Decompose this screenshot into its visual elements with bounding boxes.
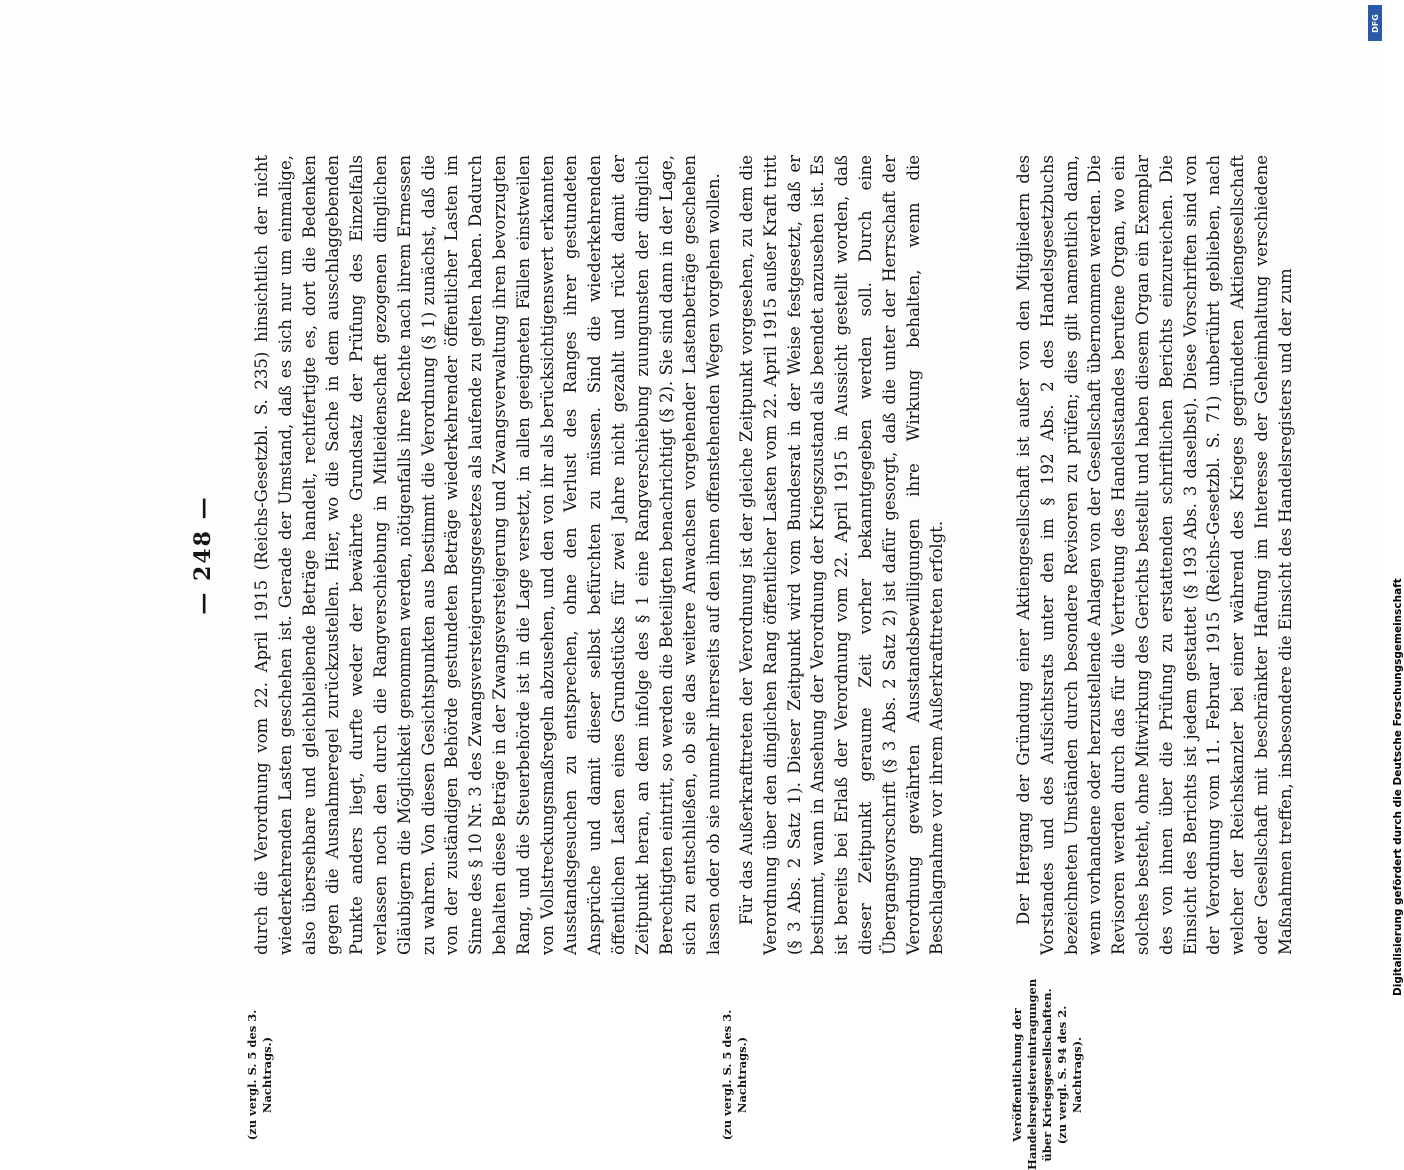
- margin-note-1: (zu vergl. S. 5 des 3. Nachtrags.): [245, 1009, 274, 1141]
- margin-note-2: (zu vergl. S. 5 des 3. Nachtrags.): [720, 1009, 749, 1141]
- paragraph-2: Für das Außerkrafttreten der Verordnung ist der gleiche Zeitpunkt vorgesehen, zu dem die Verordnung über den dinglichen Rang öffentlicher Lasten vom 22. April 1915 außer Kraft tritt (§ 3 Abs. 2 Satz 1). Dieser Zeitpunkt wird vom Bundesrat in der Weise festgesetzt, daß er bestimmt, wann in Ansehung der Verordnung der Kriegszustand als beendet anzusehen ist. Es ist bereits bei Erlaß der Verordnung vom 22. April 1915 in Aussicht gestellt worden, daß dieser Zeitpunkt geraume Zeit vorher bekanntgegeben werden soll. Durch eine Übergangsvorschrift (§ 3 Abs. 2 Satz 2) ist dafür gesorgt, daß die unter der Herrschaft der Verordnung gewährten Ausstandsbewilligungen ihre Wirkung behalten, wenn die Beschlagnahme vor ihrem Außerkrafttreten erfolgt.: [737, 155, 947, 955]
- paragraph-1: durch die Verordnung vom 22. April 1915 (Reichs-Gesetzbl. S. 235) hinsichtlich der nicht wiederkehrenden Lasten geschehen ist. Gerade der Umstand, daß es sich nur um einmalige, also übersehbare und gleichbleibende Beträge handelt, rechtfertigte es, dort die Bedenken gegen die Ausnahmeregel zurückzustellen. Hier, wo die Sache in dem ausschlaggebenden Punkte anders liegt, durfte weder der bewährte Grundsatz der Prüfung des Einzelfalls verlassen noch den durch die Rangverschiebung in Mitleidenschaft gezogenen dinglichen Gläubigern die Möglichkeit genommen werden, nötigenfalls ihre Rechte nach ihrem Ermessen zu wahren. Von diesen Gesichtspunkten aus bestimmt die Verordnung (§ 1) zunächst, daß die von der zuständigen Behörde gestundeten Beträge wiederkehrender öffentlicher Lasten im Sinne des § 10 Nr. 3 des Zwangsversteigerungsgesetzes als laufende zu gelten haben. Dadurch behalten diese Beträge in der Zwangsversteigerung und Zwangsverwaltung ihren bevorzugten Rang, und die Steuerbehörde ist in die Lage versetzt, in allen geeigneten Fällen einstweilen von Vollstreckungsmaßregeln abzusehen, und den von ihr als berücksichtigenswert erkannten Ausstandsgesuchen zu entsprechen, ohne den Verlust des Ranges ihrer gestundeten Ansprüche und damit dieser selbst befürchten zu müssen. Sind die wiederkehrenden öffentlichen Lasten eines Grundstücks für zwei Jahre nicht gezahlt und rückt damit der Zeitpunkt heran, an dem infolge des § 1 eine Rangverschiebung zuungunsten der dinglich Berechtigten eintritt, so werden die Beteiligten benachrichtigt (§ 2). Sie sind dann in der Lage, sich zu entschließen, ob sie das weitere Anwachsen vorgehender Lastenbeträge geschehen lassen oder ob sie nunmehr ihrerseits auf den ihnen offenstehenden Wegen vorgehen wollen.: [252, 155, 724, 955]
- rotated-page-content: [180, 155, 1340, 1170]
- margin-note-3: Veröffentlichung der Handelsregistereintragungen über Kriegsgesellschaften. (zu vergl. S. 94 des 2. Nachtrags).: [1010, 978, 1084, 1170]
- digitization-credit: Digitalisierung gefördert durch die Deutsche Forschungsgemeinschaft: [1392, 578, 1404, 996]
- dfg-logo: [1368, 5, 1382, 41]
- page-number: — 248 —: [190, 495, 216, 615]
- dfg-logo-text: DFG: [1370, 13, 1380, 33]
- paragraph-3: Der Hergang der Gründung einer Aktiengesellschaft ist außer von den Mitgliedern des Vorstandes und des Aufsichtsrats unter den im § 192 Abs. 2 des Handelsgesetzbuchs bezeichneten Umständen durch besondere Revisoren zu prüfen; dies gilt namentlich dann, wenn vorhandene oder herzustellende Anlagen von der Gesellschaft übernommen werden. Die Revisoren werden durch das für die Vertretung des Handelsstandes berufene Organ, wo ein solches besteht, ohne Mitwirkung des Gerichts bestellt und haben diesem Organ ein Exemplar des von ihnen über die Prüfung zu erstattenden schriftlichen Berichts einzureichen. Die Einsicht des Berichts ist jedem gestattet (§ 193 Abs. 3 daselbst). Diese Vorschriften sind von der Verordnung vom 11. Februar 1915 (Reichs-Gesetzbl. S. 71) unberührt geblieben, nach welcher der Reichskanzler bei einer während des Krieges gegründeten Aktiengesellschaft oder Gesellschaft mit beschränkter Haftung im Interesse der Geheimhaltung verschiedene Maßnahmen treffen, insbesondere die Einsicht des Handelsregisters und der zum: [1014, 155, 1295, 955]
